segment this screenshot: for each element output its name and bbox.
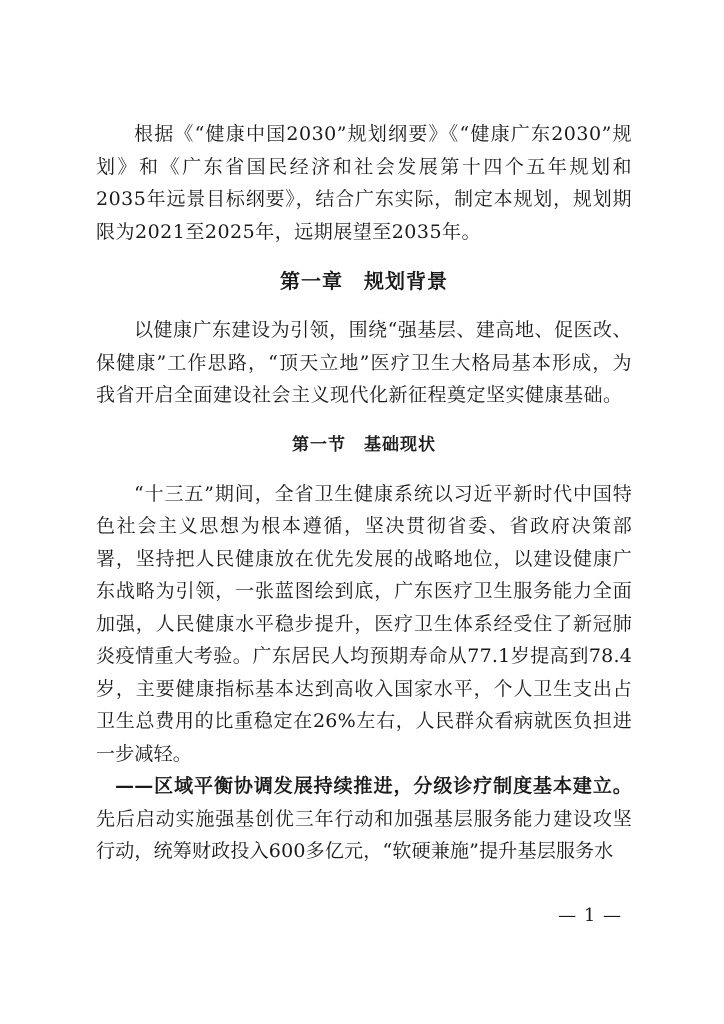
intro-paragraph: 根据《“健康中国2030”规划纲要》《“健康广东2030”规划》和《广东省国民经济和社会发展第十四个五年规划和2035年远景目标纲要》，结合广东实际，制定本规划，规划期限为2021至2025年，远期展望至2035年。 bbox=[96, 123, 632, 243]
section-paragraph-2-body: 先后启动实施强基创优三年行动和加强基层服务能力建设攻坚行动，统筹财政投入600多亿元，“软硬兼施”提升基层服务水 bbox=[96, 807, 632, 862]
section-paragraph-1: “十三五”期间，全省卫生健康系统以习近平新时代中国特色社会主义思想为根本遵循，坚决贯彻省委、省政府决策部署，坚持把人民健康放在优先发展的战略地位，以建设健康广东战略为引领，一张蓝图绘到底，广东医疗卫生服务能力全面加强，人民健康水平稳步提升，医疗卫生体系经受住了新冠肺炎疫情重大考验。广东居民人均预期寿命从77.1岁提高到78.4岁，主要健康指标基本达到高收入国家水平，个人卫生支出占卫生总费用的比重稳定在26%左右，人民群众看病就医负担进一步减轻。 bbox=[96, 482, 632, 765]
chapter-intro-paragraph: 以健康广东建设为引领，围绕“强基层、建高地、促医改、保健康”工作思路，“顶天立地”医疗卫生大格局基本形成，为我省开启全面建设社会主义现代化新征程奠定坚实健康基础。 bbox=[96, 319, 632, 406]
section-title: 第一节 基础现状 bbox=[292, 434, 436, 455]
page-number: — 1 — bbox=[558, 905, 622, 926]
section-paragraph-2 bbox=[96, 770, 632, 868]
chapter-title: 第一章 规划背景 bbox=[280, 269, 448, 293]
document-page bbox=[96, 118, 632, 868]
section-paragraph-2-lead: ——区域平衡协调发展持续推进，分级诊疗制度基本建立。 bbox=[115, 775, 632, 797]
